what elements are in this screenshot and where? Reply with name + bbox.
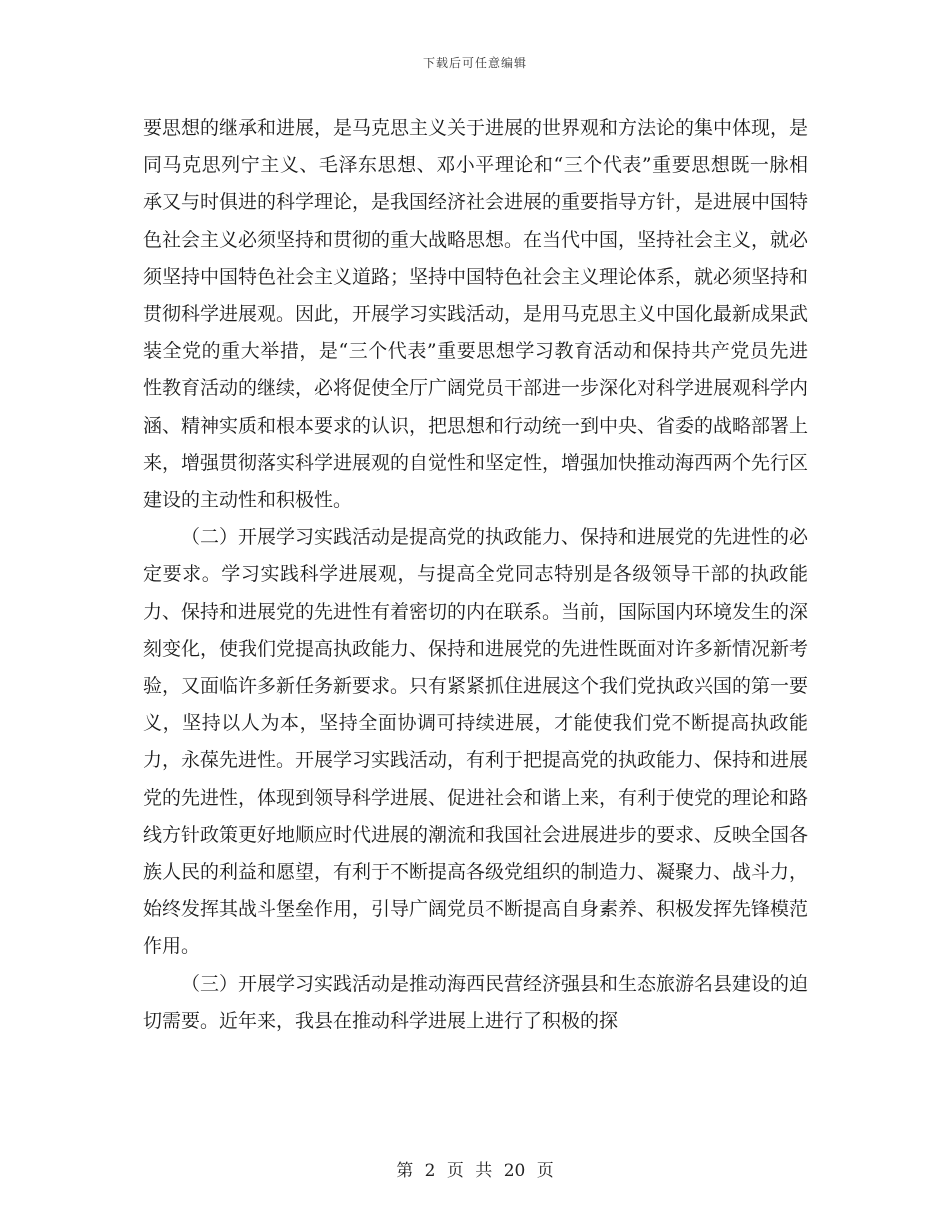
paragraph-continued: 要思想的继承和进展，是马克思主义关于进展的世界观和方法论的集中体现，是同马克思列宁主义、毛泽东思想、邓小平理论和“三个代表”重要思想既一脉相承又与时俱进的科学理论，是我国经济社会进展的重要指导方针，是进展中国特色社会主义必须坚持和贯彻的重大战略思想。在当代中国，坚持社会主义，就必须坚持中国特色社会主义道路；坚持中国特色社会主义理论体系，就必须坚持和贯彻科学进展观。因此，开展学习实践活动，是用马克思主义中国化最新成果武装全党的重大举措，是“三个代表”重要思想学习教育活动和保持共产党员先进性教育活动的继续，必将促使全厅广阔党员干部进一步深化对科学进展观科学内涵、精神实质和根本要求的认识，把思想和行动统一到中央、省委的战略部署上来，增强贯彻落实科学进展观的自觉性和坚定性，增强加快推动海西两个先行区建设的主动性和积极性。 (143, 117, 809, 512)
paragraph-section-2: （二）开展学习实践活动是提高党的执政能力、保持和进展党的先进性的必定要求。学习实践科学进展观，与提高全党同志特别是各级领导干部的执政能力、保持和进展党的先进性有着密切的内在联系。当前，国际国内环境发生的深刻变化，使我们党提高执政能力、保持和进展党的先进性既面对许多新情况新考验，又面临许多新任务新要求。只有紧紧抓住进展这个我们党执政兴国的第一要义，坚持以人为本，坚持全面协调可持续进展，才能使我们党不断提高执政能力，永葆先进性。开展学习实践活动，有利于把提高党的执政能力、保持和进展党的先进性，体现到领导科学进展、促进社会和谐上来，有利于使党的理论和路线方针政策更好地顺应时代进展的潮流和我国社会进展进步的要求、反映全国各族人民的利益和愿望，有利于不断提高各级党组织的制造力、凝聚力、战斗力，始终发挥其战斗堡垒作用，引导广阔党员不断提高自身素养、积极发挥先锋模范作用。 (143, 526, 809, 958)
paragraph-section-3: （三）开展学习实践活动是推动海西民营经济强县和生态旅游名县建设的迫切需要。近年来，我县在推动科学进展上进行了积极的探 (143, 972, 809, 1032)
page-number-footer: 第 2 页 共 20 页 (396, 1161, 554, 1181)
document-body (143, 110, 808, 1040)
page-header: 下载后可任意编辑 (422, 56, 527, 70)
